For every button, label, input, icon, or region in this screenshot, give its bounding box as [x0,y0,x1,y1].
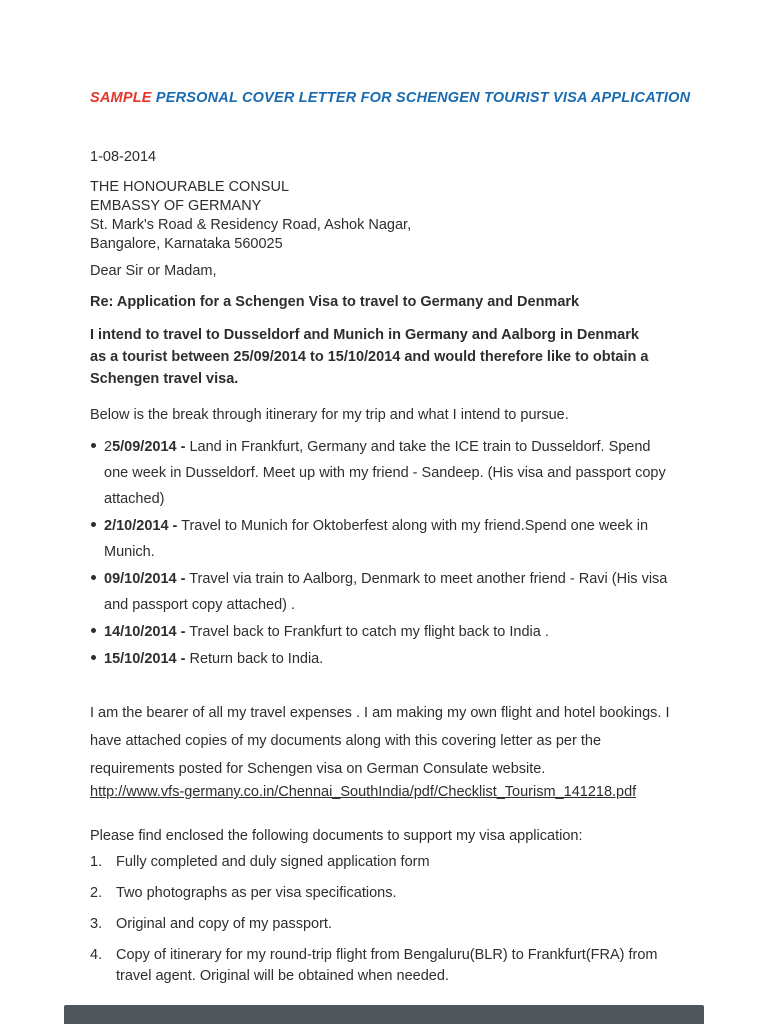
next-page-gap-bar [64,1005,704,1024]
document-item-text: Fully completed and duly signed application form [116,854,430,870]
itinerary-item [90,566,678,618]
document-list-item [90,852,678,873]
documents-list [90,852,678,987]
document-list-item [90,945,678,987]
bullet-icon [91,575,96,580]
title-sample-label: SAMPLE [90,90,152,106]
itinerary-text: Travel via train to Aalborg, Denmark to meet another friend - Ravi (His visa and passport copy attached) . [104,571,668,613]
recipient-line-1: THE HONOURABLE CONSUL [90,179,290,195]
salutation: Dear Sir or Madam, [90,263,217,279]
list-number: 2. [90,885,103,901]
itinerary-item [90,619,678,645]
itinerary-item [90,513,678,565]
document-item-text: Copy of itinerary for my round-trip flight from Bengaluru(BLR) to Frankfurt(FRA) from travel agent. Original will be obtained when needed. [116,947,658,984]
enclosed-documents-intro: Please find enclosed the following documents to support my visa application: [90,828,583,844]
bullet-icon [91,522,96,527]
document-item-text: Two photographs as per visa specifications. [116,885,397,901]
document-item-text: Original and copy of my passport. [116,916,332,932]
itinerary-date: 2/10/2014 - [104,518,178,534]
itinerary-date: 14/10/2014 - [104,624,186,640]
checklist-url-link[interactable]: http://www.vfs-germany.co.in/Chennai_SouthIndia/pdf/Checklist_Tourism_141218.pdf [90,784,637,800]
bullet-icon [91,443,96,448]
recipient-address [90,178,678,254]
list-number: 4. [90,947,103,963]
document-title [90,90,691,106]
list-number: 1. [90,854,103,870]
itinerary-date: 09/10/2014 - [104,571,186,587]
intro-paragraph: I intend to travel to Dusseldorf and Munich in Germany and Aalborg in Denmark as a tourist between 25/09/2014 to 15/10/2014 and would therefore like to obtain a Schengen travel visa. [90,327,649,387]
title-rest-label: PERSONAL COVER LETTER FOR SCHENGEN TOURIST VISA APPLICATION [151,90,691,106]
recipient-line-2: EMBASSY OF GERMANY [90,198,262,214]
itinerary-intro: Below is the break through itinerary for my trip and what I intend to pursue. [90,407,569,423]
itinerary-text: Travel back to Frankfurt to catch my flight back to India . [185,624,549,640]
itinerary-item [90,646,678,672]
letter-date: 1-08-2014 [90,149,157,165]
list-number: 3. [90,916,103,932]
itinerary-date: 5/09/2014 - [112,439,186,455]
recipient-line-4: Bangalore, Karnataka 560025 [90,236,283,252]
itinerary-text: Land in Frankfurt, Germany and take the ICE train to Dusseldorf. Spend one week in Dusseldorf. Meet up with my friend - Sandeep. (His visa and passport copy attached) [104,439,666,507]
recipient-line-3: St. Mark's Road & Residency Road, Ashok Nagar, [90,217,412,233]
itinerary-text: Return back to India. [185,651,324,667]
itinerary-item [90,434,678,512]
bullet-icon [91,628,96,633]
itinerary-date-prefix: 2 [104,439,113,455]
subject-line: Re: Application for a Schengen Visa to travel to Germany and Denmark [90,294,580,310]
expenses-paragraph: I am the bearer of all my travel expenses . I am making my own flight and hotel bookings. I have attached copies of my documents along with this covering letter as per the requirements posted for Schengen visa on German Consulate website. [90,705,670,777]
document-list-item [90,883,678,904]
itinerary-list [90,434,678,672]
itinerary-text: Travel to Munich for Oktoberfest along with my friend.Spend one week in Munich. [104,518,649,560]
bullet-icon [91,655,96,660]
document-list-item [90,914,678,935]
itinerary-date: 15/10/2014 - [104,651,186,667]
